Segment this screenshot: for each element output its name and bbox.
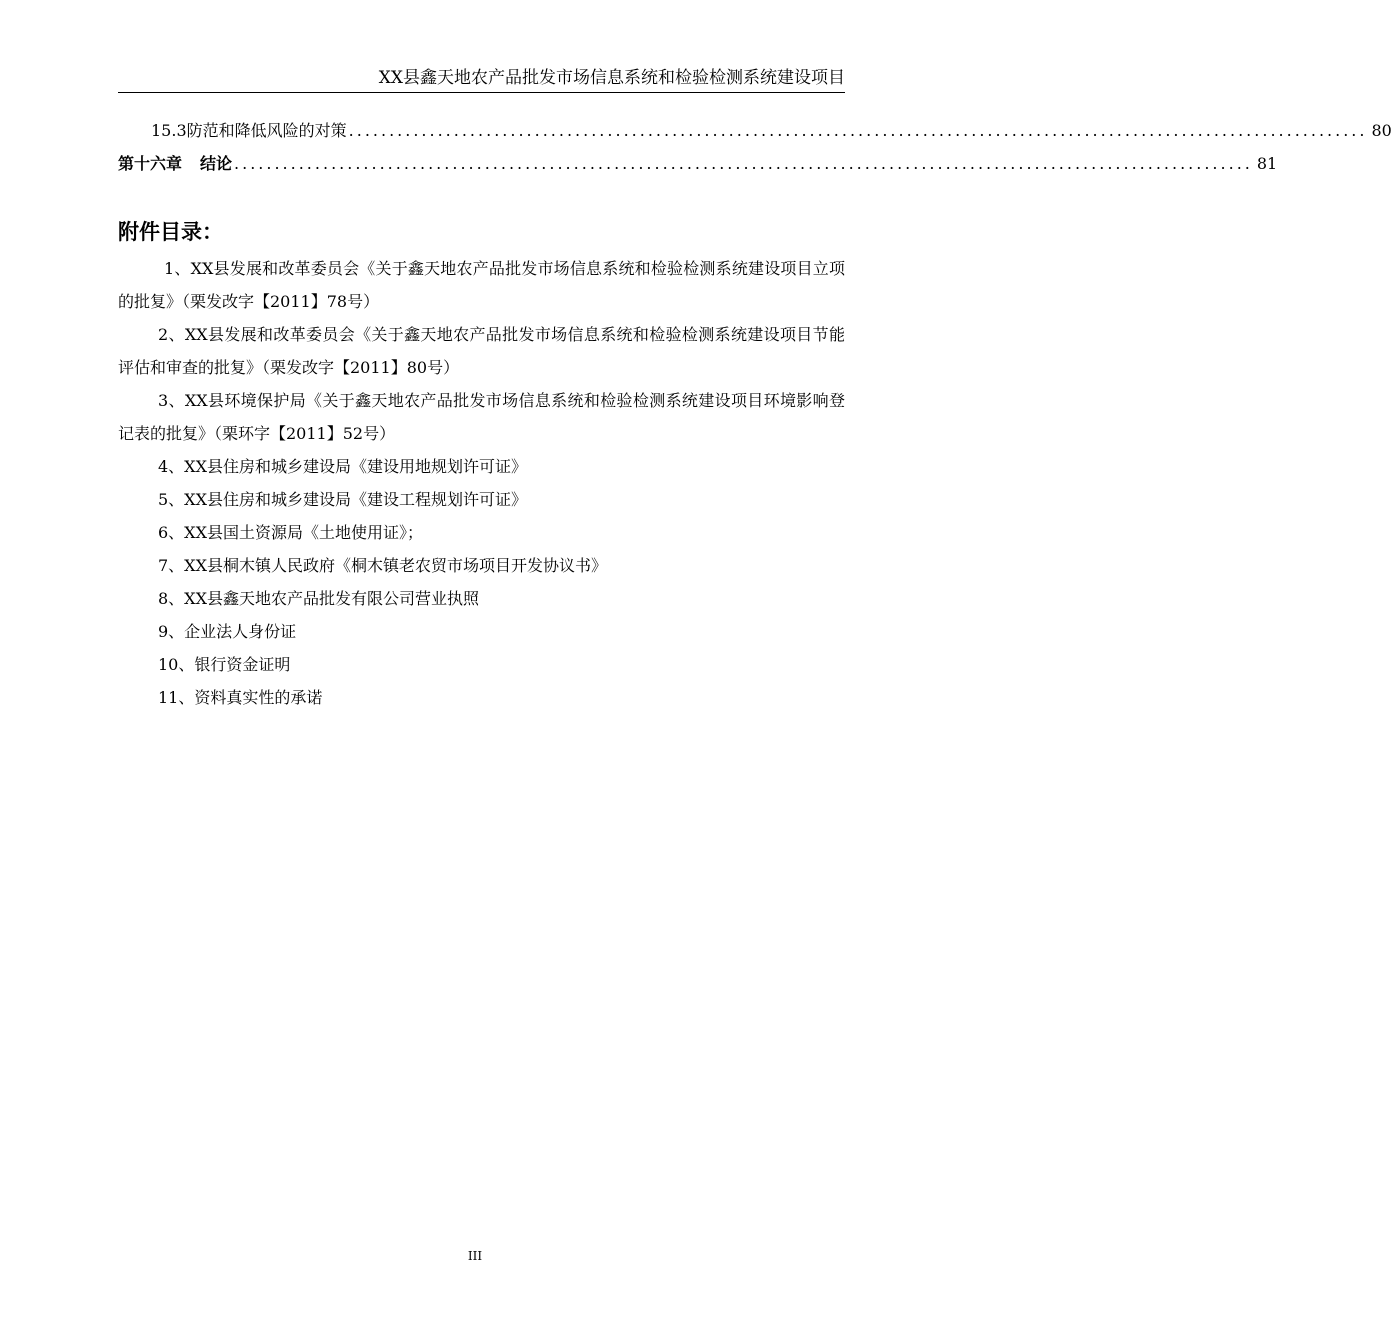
toc-chapter-number: 第十六章 <box>118 154 183 173</box>
toc-page-number: 80 <box>1371 121 1392 140</box>
appendix-title: 附件目录： <box>118 219 223 244</box>
toc-chapter-title: 结论 <box>200 154 233 173</box>
toc-entry-15-3[interactable] <box>118 119 1392 143</box>
appendix-item: 9、企业法人身份证 <box>158 622 297 641</box>
appendix-item: 6、XX县国土资源局《土地使用证》； <box>158 523 423 542</box>
header-title: XX县鑫天地农产品批发市场信息系统和检验检测系统建设项目 <box>378 68 845 88</box>
toc-dot-leader: .............................................................................................................................. <box>234 154 1253 173</box>
running-header <box>118 66 845 93</box>
appendix-item: 4、XX县住房和城乡建设局《建设用地规划许可证》 <box>158 457 527 476</box>
appendix-item: 1、XX县发展和改革委员会《关于鑫天地农产品批发市场信息系统和检验检测系统建设项目立项的批复》（栗发改字【2011】78号） <box>118 259 845 311</box>
toc-page-number: 81 <box>1256 154 1278 173</box>
page-footer <box>0 1248 950 1264</box>
appendix-item: 7、XX县桐木镇人民政府《桐木镇老农贸市场项目开发协议书》 <box>158 556 607 575</box>
toc-dot-leader: .............................................................................................................................. <box>348 121 1368 140</box>
toc-entry-label <box>118 152 232 176</box>
appendix-item: 3、XX县环境保护局《关于鑫天地农产品批发市场信息系统和检验检测系统建设项目环境影响登记表的批复》（栗环字【2011】52号） <box>118 391 845 443</box>
toc-entry-label: 15.3防范和降低风险的对策 <box>151 121 347 140</box>
toc-entry-chapter-16[interactable] <box>118 152 1278 176</box>
appendix-item: 2、XX县发展和改革委员会《关于鑫天地农产品批发市场信息系统和检验检测系统建设项目节能评估和审查的批复》（栗发改字【2011】80号） <box>118 325 845 377</box>
appendix-item: 5、XX县住房和城乡建设局《建设工程规划许可证》 <box>158 490 527 509</box>
appendix-item: 8、XX县鑫天地农产品批发有限公司营业执照 <box>158 589 479 608</box>
appendix-item: 10、银行资金证明 <box>158 655 291 674</box>
page-number: III <box>467 1249 483 1263</box>
appendix-item: 11、资料真实性的承诺 <box>158 688 323 707</box>
